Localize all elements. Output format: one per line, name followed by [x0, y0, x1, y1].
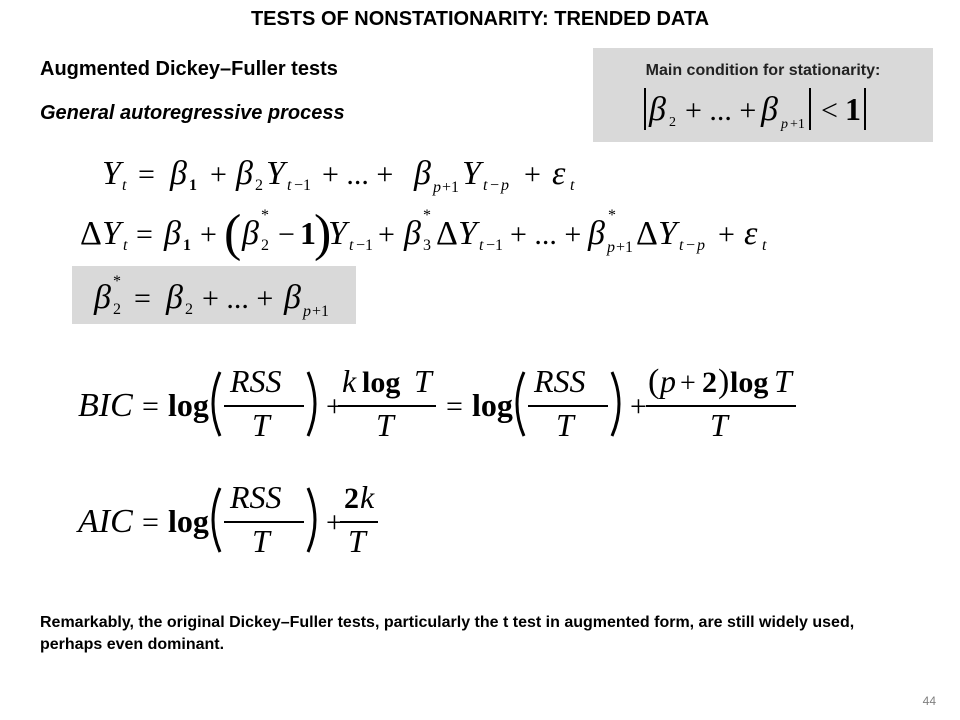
- svg-text:p: p: [433, 179, 441, 196]
- svg-text:Y: Y: [102, 155, 121, 192]
- svg-text:): ): [718, 363, 730, 400]
- svg-text:p: p: [660, 363, 676, 399]
- svg-text:log: log: [362, 366, 401, 399]
- svg-text:+1: +1: [616, 239, 634, 256]
- svg-text:β: β: [761, 91, 778, 128]
- svg-text:2: 2: [702, 366, 717, 399]
- svg-text:1: 1: [189, 177, 197, 194]
- svg-text:1: 1: [300, 215, 316, 251]
- svg-text:ε: ε: [552, 155, 566, 192]
- svg-text:=: =: [142, 506, 159, 539]
- svg-text:=: =: [138, 158, 155, 191]
- svg-text:k: k: [360, 479, 375, 515]
- svg-text:2: 2: [113, 301, 121, 318]
- svg-text:RSS: RSS: [534, 363, 586, 399]
- svg-text:Y: Y: [462, 155, 481, 192]
- heading-general-ar-process: General autoregressive process: [40, 102, 345, 124]
- remark-text: Remarkably, the original Dickey–Fuller tests, particularly the t test in augmented form, are still widely used, perhaps even dominant.: [40, 614, 855, 653]
- heading-adf-tests: Augmented Dickey–Fuller tests: [40, 58, 338, 80]
- svg-text:t: t: [349, 237, 354, 254]
- svg-text:+: +: [200, 218, 217, 251]
- svg-text:AIC: AIC: [78, 503, 133, 540]
- beta2-star-equation: [72, 266, 356, 324]
- svg-text:Y: Y: [658, 215, 677, 252]
- svg-text:=: =: [136, 218, 153, 251]
- page-number: 44: [922, 694, 936, 708]
- svg-text:2: 2: [185, 301, 193, 318]
- svg-text:(: (: [648, 363, 660, 400]
- svg-text:(: (: [224, 206, 242, 262]
- svg-text:Y: Y: [458, 215, 477, 252]
- svg-text:β: β: [236, 155, 253, 192]
- svg-text:t: t: [570, 177, 575, 194]
- svg-text:+1: +1: [442, 179, 460, 196]
- svg-text:+: +: [524, 158, 541, 191]
- adf-form-equation: [76, 206, 796, 266]
- svg-text:+: +: [680, 368, 696, 399]
- stationarity-condition-label: Main condition for stationarity:: [645, 62, 881, 79]
- svg-text:2: 2: [261, 237, 269, 254]
- svg-text:2: 2: [669, 115, 676, 130]
- svg-text:β: β: [242, 215, 259, 252]
- svg-text:3: 3: [423, 237, 431, 254]
- svg-text:T: T: [348, 523, 366, 559]
- svg-text:−: −: [686, 237, 696, 254]
- svg-text:*: *: [113, 273, 121, 290]
- svg-text:−1: −1: [294, 177, 312, 194]
- svg-text:p: p: [781, 117, 788, 132]
- svg-text:=: =: [142, 390, 159, 423]
- svg-text:β: β: [170, 155, 187, 192]
- svg-text:p: p: [501, 177, 509, 194]
- svg-text:−1: −1: [486, 237, 504, 254]
- svg-text:t: t: [679, 237, 684, 254]
- svg-text:T: T: [376, 407, 394, 443]
- svg-text:BIC: BIC: [78, 387, 133, 424]
- stationarity-condition-equation: [593, 82, 933, 138]
- svg-text:ε: ε: [744, 215, 758, 252]
- svg-text:T: T: [710, 407, 728, 443]
- svg-text:−: −: [278, 218, 295, 251]
- aic-equation: [74, 474, 394, 564]
- svg-text:+: +: [718, 218, 735, 251]
- svg-text:Y: Y: [266, 155, 285, 192]
- svg-text:<: <: [821, 94, 838, 127]
- svg-text:*: *: [608, 207, 616, 224]
- svg-text:log: log: [168, 503, 209, 539]
- svg-text:β: β: [94, 279, 111, 316]
- svg-text:Δ: Δ: [436, 215, 458, 252]
- svg-text:k: k: [342, 363, 357, 399]
- svg-text:2: 2: [255, 177, 263, 194]
- svg-text:+ ... +: + ... +: [510, 218, 582, 251]
- svg-text:p: p: [303, 303, 311, 320]
- svg-text:log: log: [472, 387, 513, 423]
- svg-text:+: +: [630, 390, 647, 423]
- svg-text:t: t: [483, 177, 488, 194]
- svg-text:β: β: [284, 279, 301, 316]
- svg-text:*: *: [423, 207, 431, 224]
- slide-title: TESTS OF NONSTATIONARITY: TRENDED DATA: [250, 8, 710, 30]
- svg-text:RSS: RSS: [230, 363, 282, 399]
- svg-text:β: β: [414, 155, 431, 192]
- stationarity-condition-box: [593, 48, 933, 142]
- svg-text:β: β: [588, 215, 605, 252]
- svg-text:log: log: [730, 366, 769, 399]
- svg-text:t: t: [122, 177, 127, 194]
- ar-process-equation: [96, 148, 616, 198]
- svg-text:t: t: [762, 237, 767, 254]
- svg-text:Y: Y: [328, 215, 347, 252]
- svg-text:t: t: [479, 237, 484, 254]
- svg-text:T: T: [774, 363, 792, 399]
- svg-text:+: +: [210, 158, 227, 191]
- svg-text:): ): [314, 206, 332, 262]
- svg-text:+ ... +: + ... +: [685, 94, 757, 127]
- svg-text:Δ: Δ: [636, 215, 658, 252]
- svg-text:=: =: [446, 390, 463, 423]
- svg-text:=: =: [134, 282, 151, 315]
- svg-text:t: t: [287, 177, 292, 194]
- svg-text:RSS: RSS: [230, 479, 282, 515]
- svg-text:T: T: [556, 407, 574, 443]
- svg-text:Δ: Δ: [80, 215, 102, 252]
- svg-text:β: β: [164, 215, 181, 252]
- svg-text:Y: Y: [102, 215, 121, 252]
- svg-text:*: *: [261, 207, 269, 224]
- svg-text:+ ... +: + ... +: [202, 282, 274, 315]
- svg-text:t: t: [123, 237, 128, 254]
- svg-text:log: log: [168, 387, 209, 423]
- svg-text:β: β: [649, 91, 666, 128]
- svg-text:+: +: [378, 218, 395, 251]
- svg-text:+1: +1: [790, 117, 805, 132]
- svg-text:−1: −1: [356, 237, 374, 254]
- beta2-star-definition-box: [72, 266, 356, 324]
- svg-text:−: −: [490, 177, 500, 194]
- svg-text:T: T: [252, 407, 270, 443]
- svg-text:p: p: [607, 239, 615, 256]
- svg-text:p: p: [697, 237, 705, 254]
- svg-text:2: 2: [344, 482, 359, 515]
- svg-text:T: T: [252, 523, 270, 559]
- svg-text:T: T: [414, 363, 432, 399]
- svg-text:+: +: [326, 506, 343, 539]
- svg-text:+: +: [326, 390, 343, 423]
- svg-text:1: 1: [183, 237, 191, 254]
- svg-text:β: β: [166, 279, 183, 316]
- svg-text:+1: +1: [312, 303, 330, 320]
- svg-text:+ ... +: + ... +: [322, 158, 394, 191]
- svg-text:1: 1: [845, 91, 861, 127]
- bic-equation: [74, 356, 804, 446]
- svg-text:β: β: [404, 215, 421, 252]
